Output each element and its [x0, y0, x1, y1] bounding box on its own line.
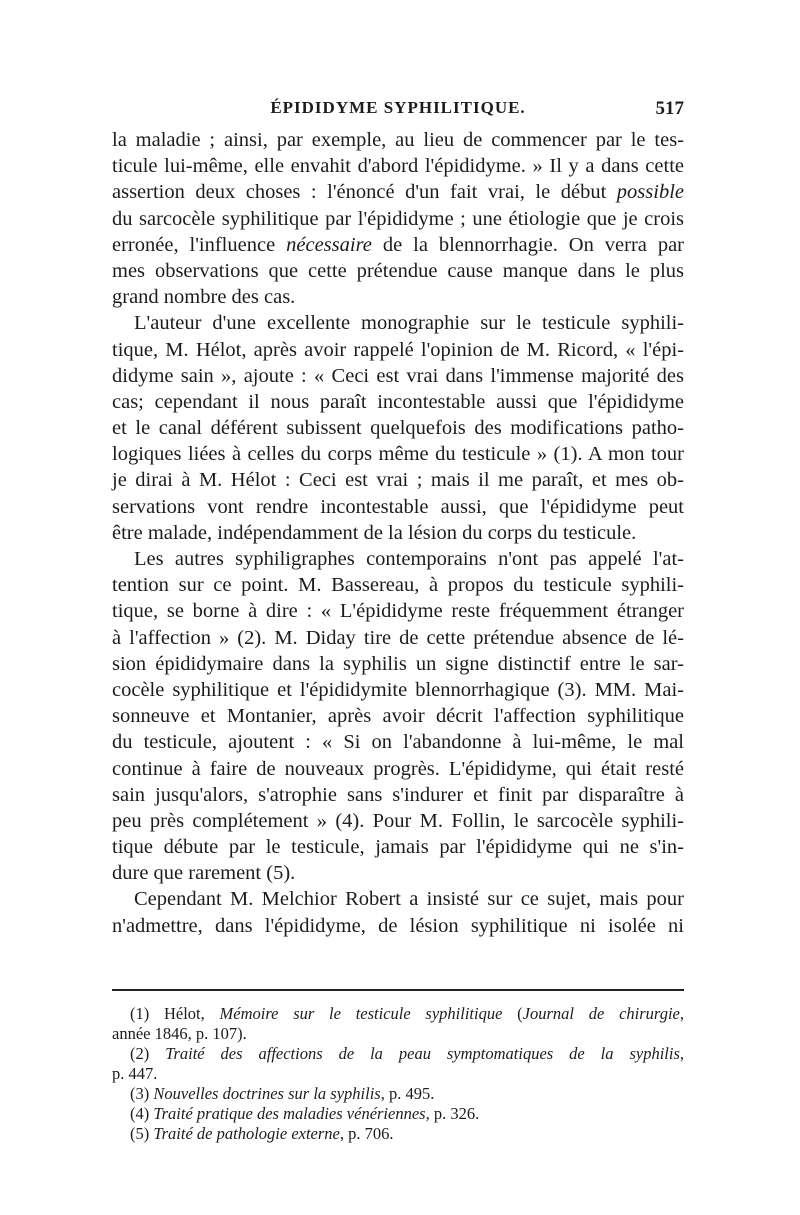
footnote-divider: [112, 989, 684, 991]
text-line: à l'affection » (2). M. Diday tire de cette prétendue absence de lé-: [112, 626, 684, 649]
footnote-line: année 1846, p. 107).: [112, 1024, 247, 1043]
text-line: être malade, indépendamment de la lésion du corps du testicule.: [112, 521, 637, 544]
page-number: 517: [655, 98, 684, 119]
body-text: [112, 127, 684, 939]
text-line: sonneuve et Montanier, après avoir décrit l'affection syphilitique: [112, 705, 684, 728]
text-line: continue à faire de nouveaux progrès. L'épididyme, qui était resté: [112, 757, 684, 780]
footnote-line: (3) Nouvelles doctrines sur la syphilis, p. 495.: [130, 1084, 435, 1103]
text-line: assertion deux choses : l'énoncé d'un fait vrai, le début possible: [112, 181, 684, 204]
text-line: peu près complétement » (4). Pour M. Follin, le sarcocèle syphili-: [112, 809, 684, 832]
text-line: ticule lui-même, elle envahit d'abord l'épididyme. » Il y a dans cette: [112, 155, 684, 178]
text-line: dure que rarement (5).: [112, 862, 296, 885]
text-line: Les autres syphiligraphes contemporains n'ont pas appelé l'at-: [134, 548, 684, 570]
text-line: erronée, l'influence nécessaire de la blennorrhagie. On verra par: [112, 233, 684, 256]
text-line: tique, se borne à dire : « L'épididyme reste fréquemment étranger: [112, 600, 684, 623]
running-title: ÉPIDIDYME SYPHILITIQUE.: [270, 98, 526, 117]
footnote-line: (5) Traité de pathologie externe, p. 706.: [130, 1124, 394, 1143]
text-line: du testicule, ajoutent : « Si on l'abandonne à lui-même, le mal: [112, 731, 684, 754]
text-line: et le canal déférent subissent quelquefois des modifications patho-: [112, 417, 684, 440]
text-line: sion épididymaire dans la syphilis un signe distinctif entre le sar-: [112, 652, 684, 675]
text-line: servations vont rendre incontestable aussi, que l'épididyme peut: [112, 495, 684, 518]
footnote-line: (4) Traité pratique des maladies vénériennes, p. 326.: [130, 1104, 480, 1123]
text-line: je dirai à M. Hélot : Ceci est vrai ; mais il me paraît, et mes ob-: [112, 469, 684, 492]
text-line: cas; cependant il nous paraît incontestable aussi que l'épididyme: [112, 390, 684, 413]
text-line: du sarcocèle syphilitique par l'épididyme ; une étiologie que je crois: [112, 207, 684, 230]
text-line: n'admettre, dans l'épididyme, de lésion syphilitique ni isolée ni: [112, 914, 684, 937]
text-line: la maladie ; ainsi, par exemple, au lieu de commencer par le tes-: [112, 129, 684, 151]
text-line: tique, M. Hélot, après avoir rappelé l'opinion de M. Ricord, « l'épi-: [112, 338, 684, 361]
footnotes: [112, 1004, 684, 1144]
text-line: L'auteur d'une excellente monographie sur le testicule syphili-: [134, 312, 684, 335]
page-header: [112, 98, 684, 126]
footnote-line: p. 447.: [112, 1064, 158, 1083]
footnote-line: (2) Traité des affections de la peau symptomatiques de la syphilis,: [130, 1044, 684, 1063]
text-line: tique débute par le testicule, jamais par l'épididyme qui ne s'in-: [112, 836, 684, 859]
text-line: mes observations que cette prétendue cause manque dans le plus: [112, 259, 684, 282]
text-line: tention sur ce point. M. Bassereau, à propos du testicule syphili-: [112, 574, 684, 597]
text-line: grand nombre des cas.: [112, 286, 296, 309]
text-line: sain jusqu'alors, s'atrophie sans s'indurer et finit par disparaître à: [112, 783, 684, 806]
footnote-line: (1) Hélot, Mémoire sur le testicule syphilitique (Journal de chirurgie,: [130, 1004, 684, 1023]
text-line: cocèle syphilitique et l'épididymite blennorrhagique (3). MM. Mai-: [112, 678, 684, 701]
text-line: didyme sain », ajoute : « Ceci est vrai dans l'immense majorité des: [112, 364, 684, 387]
text-line: logiques liées à celles du corps même du testicule » (1). A mon tour: [112, 443, 684, 466]
text-line: Cependant M. Melchior Robert a insisté sur ce sujet, mais pour: [134, 888, 684, 911]
